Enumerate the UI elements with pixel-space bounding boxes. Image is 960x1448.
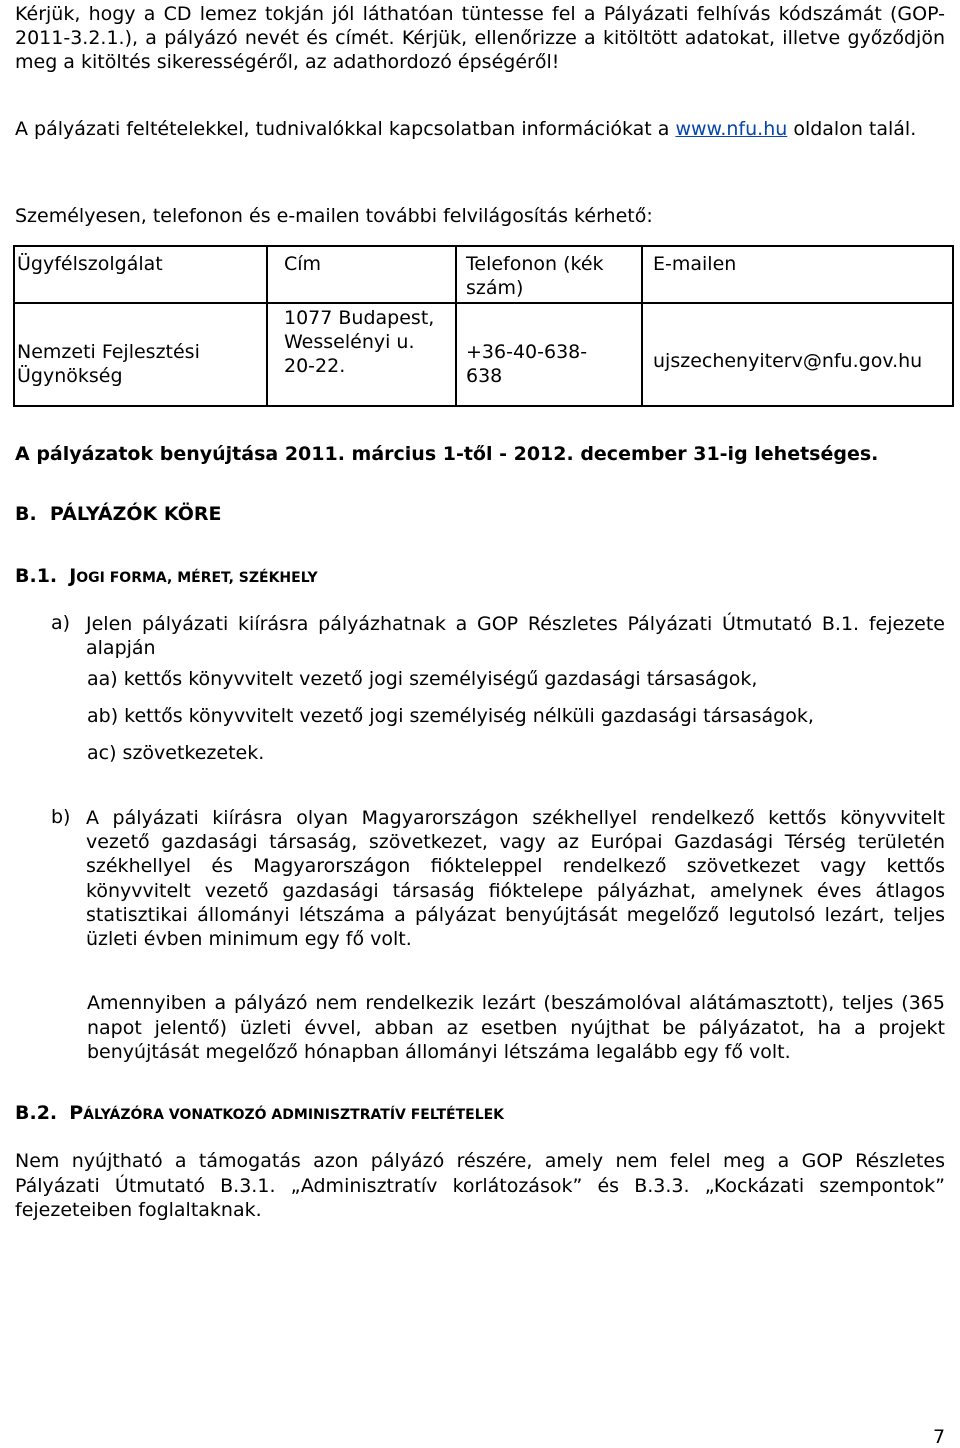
- list-item-ac: ac) szövetkezetek.: [87, 742, 265, 764]
- intro-paragraph-info: [15, 117, 945, 141]
- list-item-a: a) Jelen pályázati kiírásra pályázhatnak a GOP Részletes Pályázati Útmutató B.1. fejezete alapján: [51, 612, 945, 659]
- contact-table-row: [14, 303, 953, 406]
- info-text-before: A pályázati feltételekkel, tudnivalókkal kapcsolatban információkat a: [15, 118, 676, 140]
- cell-agency: Nemzeti Fejlesztési Ügynökség: [14, 303, 267, 406]
- section-b-heading: B. PÁLYÁZÓK KÖRE: [15, 503, 222, 525]
- cell-phone: +36-40-638-638: [456, 303, 642, 406]
- intro-paragraph-cd: Kérjük, hogy a CD lemez tokján jól láthatóan tüntesse fel a Pályázati felhívás kódszámát (GOP-2011-3.2.1.), a pályázó nevét és címét. Kérjük, ellenőrizze a kitöltött adatokat, illetve győződjön meg a kitöltés sikerességéről, az adathordozó épségéről!: [15, 3, 945, 73]
- list-item-b: b) A pályázati kiírásra olyan Magyarországon székhellyel rendelkező kettős könyvvitelt vezető gazdasági társaság, szövetkezet, vagy az Európai Gazdasági Térség területén székhellyel és Magyarországon fiókteleppel rendelkező szövetkezet vagy kettős könyvvitelt vezető gazdasági társaság fióktelepe pályázhat, amelynek éves átlagos statisztikai állományi létszáma a pályázat benyújtását megelőző legutolsó lezárt, teljes üzleti évben minimum egy fő volt.: [51, 806, 945, 951]
- cell-email[interactable]: ujszechenyiterv@nfu.gov.hu: [642, 303, 953, 406]
- intro-paragraph-contact: Személyesen, telefonon és e-mailen további felvilágosítás kérhető:: [15, 205, 653, 227]
- page-number: 7: [933, 1426, 946, 1448]
- header-telefon: Telefonon (kék szám): [456, 246, 642, 303]
- section-b2-heading: B.2. PÁLYÁZÓRA VONATKOZÓ ADMINISZTRATÍV FELTÉTELEK: [15, 1102, 505, 1124]
- list-item-b-note: Amennyiben a pályázó nem rendelkezik lezárt (beszámolóval alátámasztott), teljes (365 napot jelentő) üzleti évvel, abban az esetben nyújthat be pályázatot, ha a projekt benyújtását megelőző hónapban állományi létszáma legalább egy fő volt.: [87, 992, 945, 1063]
- deadline-statement: A pályázatok benyújtása 2011. március 1-től - 2012. december 31-ig lehetséges.: [15, 443, 879, 465]
- section-b1-heading: B.1. JOGI FORMA, MÉRET, SZÉKHELY: [15, 565, 318, 587]
- section-b2-paragraph: Nem nyújtható a támogatás azon pályázó részére, amely nem felel meg a GOP Részletes Pályázati Útmutató B.3.1. „Adminisztratív korlátozások” és B.3.3. „Kockázati szempontok” fejezeteiben foglaltaknak.: [15, 1150, 945, 1221]
- contact-table-header-row: [14, 246, 953, 303]
- nfu-link[interactable]: www.nfu.hu: [675, 118, 788, 140]
- info-text-after: oldalon talál.: [787, 118, 917, 140]
- list-item-ab: ab) kettős könyvvitelt vezető jogi személyiség nélküli gazdasági társaságok,: [87, 705, 814, 727]
- header-cim: Cím: [267, 246, 456, 303]
- header-ugyfelszolgalat: Ügyfélszolgálat: [14, 246, 267, 303]
- contact-table: [13, 245, 954, 407]
- list-item-aa: aa) kettős könyvvitelt vezető jogi személyiségű gazdasági társaságok,: [87, 668, 758, 690]
- cell-address: 1077 Budapest, Wesselényi u. 20-22.: [267, 303, 456, 406]
- header-email: E-mailen: [642, 246, 953, 303]
